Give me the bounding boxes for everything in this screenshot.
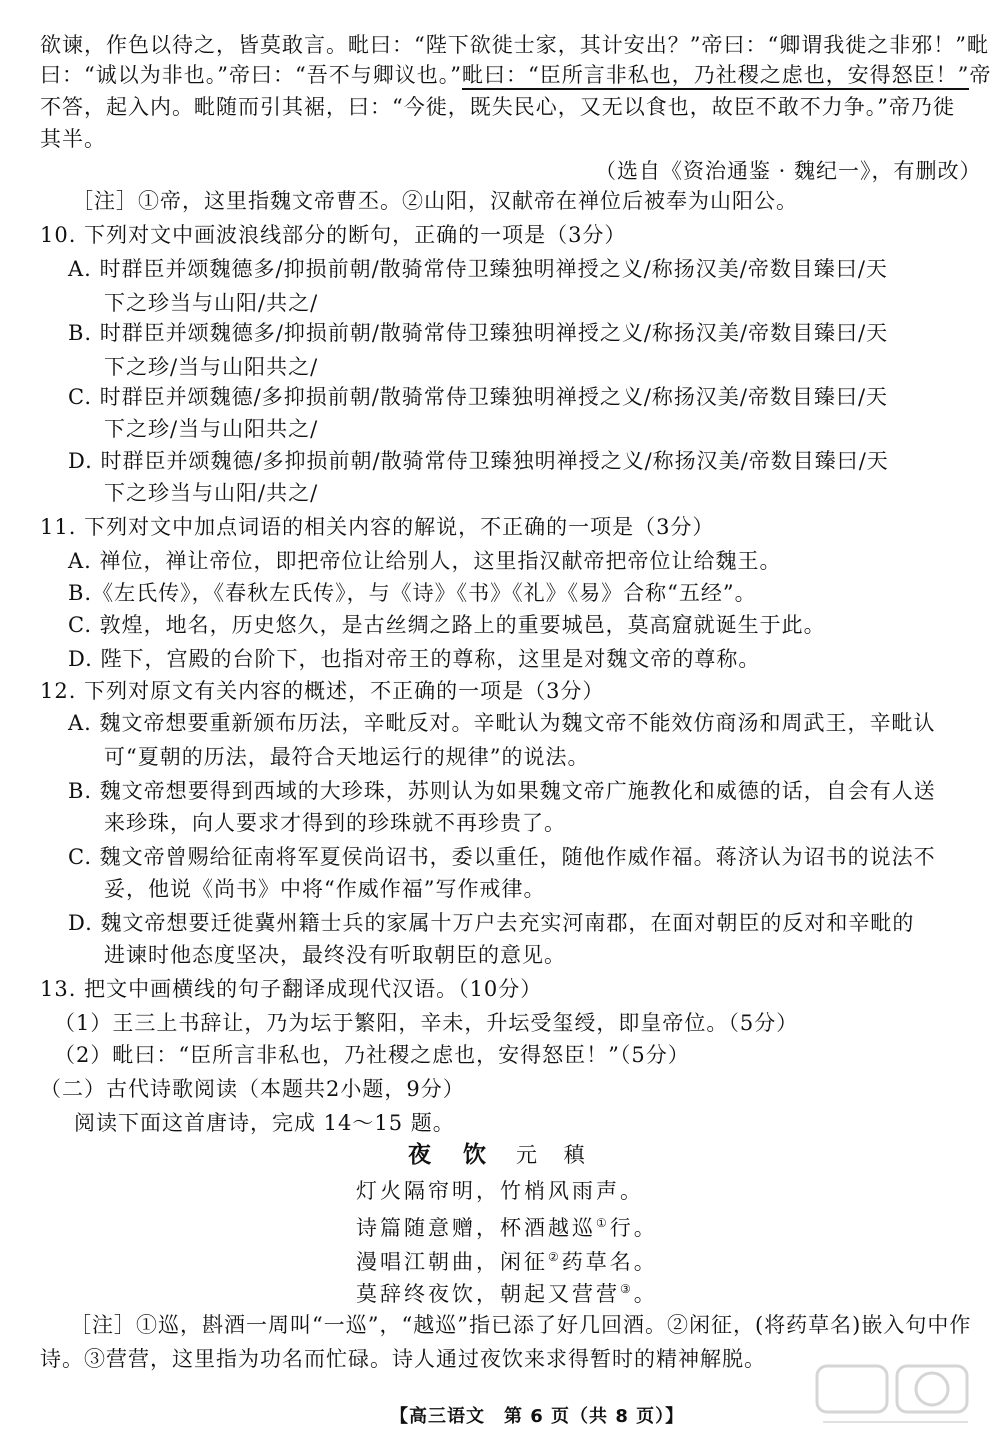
- q12-stem: 12. 下列对原文有关内容的概述，不正确的一项是（3分）: [40, 679, 605, 703]
- q10-option-d-line2: 下之珍当与山阳/共之/: [104, 481, 319, 505]
- poem-note-line-1: ［注］①巡，斟酒一周叫“一巡”，“越巡”指已添了好几回酒。②闲征，(将药草名)嵌入句中作: [70, 1313, 972, 1337]
- poem-line-2-text-b: 行。: [609, 1216, 658, 1240]
- passage-line-2-tail: 帝: [969, 63, 992, 87]
- q10-option-c-line1: C. 时群臣并颂魏德/多抑损前朝/散骑常侍卫臻独明禅授之义/称扬汉美/帝数目臻曰/天: [68, 385, 889, 409]
- underlined-sentence: 毗曰：“臣所言非私也，乃社稷之虑也，安得怒臣！”: [462, 63, 969, 90]
- poem-author: 元 稹: [516, 1143, 595, 1167]
- q12-option-d-line1: D. 魏文帝想要迁徙冀州籍士兵的家属十万户去充实河南郡，在面对朝臣的反对和辛毗的: [68, 911, 915, 935]
- poem-note-line-2: 诗。③营营，这里指为功名而忙碌。诗人通过夜饮来求得暂时的精神解脱。: [40, 1347, 766, 1371]
- poem-heading: [408, 1140, 595, 1170]
- q13-sentence-2: （2）毗曰：“臣所言非私也，乃社稷之虑也，安得怒臣！”（5分）: [54, 1043, 690, 1067]
- q10-option-c-line2: 下之珍/当与山阳共之/: [104, 417, 319, 441]
- section-2-heading: （二）古代诗歌阅读（本题共2小题，9分）: [40, 1077, 465, 1101]
- q12-option-c-line1: C. 魏文帝曾赐给征南将军夏侯尚诏书，委以重任，随他作威作福。蒋济认为诏书的说法不: [68, 845, 936, 869]
- q10-option-b-line2: 下之珍/当与山阳共之/: [104, 355, 319, 379]
- q13-sentence-1: （1）王三上书辞让，乃为坛于繁阳，辛未，升坛受玺绶，即皇帝位。（5分）: [54, 1011, 799, 1035]
- passage-note: ［注］①帝，这里指魏文帝曹丕。②山阳，汉献帝在禅位后被奉为山阳公。: [72, 189, 798, 213]
- q10-option-d-line1: D. 时群臣并颂魏德/多抑损前朝/散骑常侍卫臻独明禅授之义/称扬汉美/帝数目臻曰/天: [68, 449, 889, 473]
- q10-stem: 10. 下列对文中画波浪线部分的断句，正确的一项是（3分）: [40, 223, 627, 247]
- q12-option-d-line2: 进谏时他态度坚决，最终没有听取朝臣的意见。: [104, 943, 566, 967]
- q11-option-a: A. 禅位，禅让帝位，即把帝位让给别人，这里指汉献帝把帝位让给魏王。: [68, 549, 782, 573]
- section-2-intro: 阅读下面这首唐诗，完成 14～15 题。: [74, 1111, 455, 1135]
- passage-line-2: [40, 60, 991, 90]
- q12-option-c-line2: 妥，他说《尚书》中将“作威作福”写作戒律。: [104, 877, 546, 901]
- poem-line-2-text-a: 诗篇随意赠，杯酒越巡: [356, 1216, 596, 1240]
- q10-option-b-line1: B. 时群臣并颂魏德多/抑损前朝/散骑常侍卫臻独明禅授之义/称扬汉美/帝数目臻曰/天: [68, 321, 889, 345]
- passage-line-3: 不答，起入内。毗随而引其裾，曰：“今徙，既失民心，又无以食也，故臣不敢不力争。”帝乃徙: [40, 95, 955, 119]
- q13-stem: 13. 把文中画横线的句子翻译成现代汉语。（10分）: [40, 977, 543, 1001]
- q11-option-c: C. 敦煌，地名，历史悠久，是古丝绸之路上的重要城邑，莫高窟就诞生于此。: [68, 613, 826, 637]
- poem-line-4-text-b: 。: [633, 1282, 658, 1306]
- poem-footnote-mark-1: ①: [596, 1216, 610, 1230]
- passage-line-1: 欲谏，作色以待之，皆莫敢言。毗曰：“陛下欲徙士家，其计安出？”帝曰：“卿谓我徙之非邪！”毗: [40, 33, 989, 57]
- poem-footnote-mark-3: ③: [620, 1282, 634, 1296]
- poem-line-4-text-a: 莫辞终夜饮，朝起又营营: [356, 1282, 620, 1306]
- poem-line-4: [356, 1274, 658, 1309]
- passage-line-4: 其半。: [40, 127, 106, 151]
- passage-line-2-plain: 曰：“诚以为非也。”帝曰：“吾不与卿议也。”: [40, 63, 462, 87]
- poem-line-2: [356, 1208, 658, 1243]
- q11-option-d: D. 陛下，宫殿的台阶下，也指对帝王的尊称，这里是对魏文帝的尊称。: [68, 647, 761, 671]
- poem-line-3: [356, 1242, 658, 1277]
- poem-line-1: 灯火隔帘明，竹梢风雨声。: [356, 1179, 644, 1203]
- q12-option-b-line2: 来珍珠，向人要求才得到的珍珠就不再珍贵了。: [104, 811, 566, 835]
- q12-option-b-line1: B. 魏文帝想要得到西域的大珍珠，苏则认为如果魏文帝广施教化和威德的话，自会有人送: [68, 779, 936, 803]
- q11-stem: 11. 下列对文中加点词语的相关内容的解说，不正确的一项是（3分）: [40, 515, 715, 539]
- q12-option-a-line2: 可“夏朝的历法，最符合天地运行的规律”的说法。: [104, 745, 590, 769]
- poem-title: 夜 饮: [408, 1142, 499, 1168]
- watermark-logo-icon: [813, 1360, 978, 1432]
- q12-option-a-line1: A. 魏文帝想要重新颁布历法，辛毗反对。辛毗认为魏文帝不能效仿商汤和周武王，辛毗认: [68, 711, 936, 735]
- q10-option-a-line1: A. 时群臣并颂魏德多/抑损前朝/散骑常侍卫臻独明禅授之义/称扬汉美/帝数目臻曰/天: [68, 257, 888, 281]
- q10-option-a-line2: 下之珍当与山阳/共之/: [104, 291, 319, 315]
- poem-line-3-text-a: 漫唱江朝曲，闲征: [356, 1250, 548, 1274]
- q11-option-b: B.《左氏传》，《春秋左氏传》，与《诗》《书》《礼》《易》合称“五经”。: [68, 581, 757, 605]
- poem-footnote-mark-2: ②: [548, 1250, 562, 1264]
- passage-source: （选自《资治通鉴 · 魏纪一》，有删改）: [595, 159, 982, 183]
- page-footer: 【高三语文 第 6 页（共 8 页）】: [390, 1406, 685, 1427]
- poem-line-3-text-b: 药草名。: [561, 1250, 658, 1274]
